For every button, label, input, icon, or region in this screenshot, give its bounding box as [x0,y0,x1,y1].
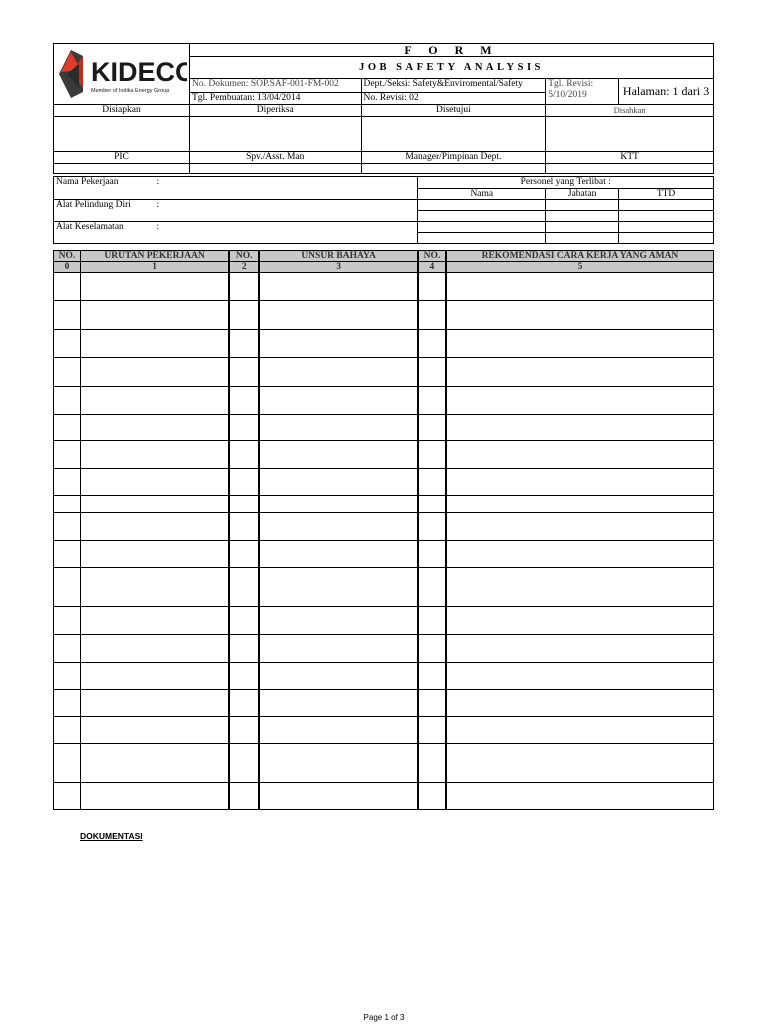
table-cell[interactable] [80,441,229,469]
table-cell[interactable] [54,607,81,635]
table-cell[interactable] [80,541,229,568]
role-manager: Manager/Pimpinan Dept. [361,152,546,164]
svg-text:KIDECO: KIDECO [91,57,188,87]
table-cell[interactable] [418,273,446,301]
table-cell[interactable] [54,301,81,330]
table-cell[interactable] [418,663,446,690]
table-cell[interactable] [259,415,418,441]
table-row [54,744,714,783]
table-cell[interactable] [446,273,714,301]
table-cell[interactable] [54,469,81,496]
col-header-rekomendasi: REKOMENDASI CARA KERJA YANG AMAN [446,251,714,262]
jsa-title: JOB SAFETY ANALYSIS [189,57,713,79]
table-cell[interactable] [229,330,259,358]
col-header-urutan: URUTAN PEKERJAAN [80,251,229,262]
table-cell[interactable] [418,744,446,783]
table-cell[interactable] [418,635,446,663]
table-row [54,358,714,387]
table-cell[interactable] [259,330,418,358]
table-cell[interactable] [54,744,81,783]
personnel-cell[interactable] [546,233,619,244]
personnel-cell[interactable] [418,222,546,233]
table-cell[interactable] [418,568,446,607]
signature-box[interactable] [546,117,714,152]
personnel-cell[interactable] [546,222,619,233]
table-row [54,663,714,690]
personnel-cell[interactable] [546,200,619,211]
approval-disiapkan: Disiapkan [54,105,190,117]
table-cell[interactable] [229,607,259,635]
table-cell[interactable] [418,301,446,330]
table-cell[interactable] [80,469,229,496]
role-ktt: KTT [546,152,714,164]
table-cell[interactable] [418,783,446,810]
table-cell[interactable] [54,415,81,441]
table-row [54,441,714,469]
col-number: 2 [229,262,259,273]
personnel-col-nama: Nama [418,189,546,200]
table-cell[interactable] [259,301,418,330]
table-row [54,717,714,744]
table-cell[interactable] [446,469,714,496]
table-cell[interactable] [418,607,446,635]
table-cell[interactable] [80,607,229,635]
form-title: F O R M [189,44,713,57]
table-row [54,690,714,717]
col-header-no: NO. [229,251,259,262]
table-cell[interactable] [259,273,418,301]
table-cell[interactable] [229,496,259,513]
table-cell[interactable] [229,469,259,496]
table-row [54,496,714,513]
table-cell[interactable] [80,663,229,690]
personnel-cell[interactable] [619,200,714,211]
revision-date: Tgl. Revisi: 5/10/2019 [546,79,619,105]
table-cell[interactable] [446,513,714,541]
table-cell[interactable] [80,358,229,387]
doc-number: No. Dokumen: SOP.SAF-001-FM-002 [189,79,361,93]
personnel-cell[interactable] [546,211,619,222]
name-box[interactable] [189,164,361,174]
svg-text:Member of Indika Energy Group: Member of Indika Energy Group [91,88,170,94]
documentation-label: DOKUMENTASI [80,831,143,841]
table-cell[interactable] [259,690,418,717]
table-cell[interactable] [446,607,714,635]
table-cell[interactable] [259,783,418,810]
table-cell[interactable] [446,415,714,441]
kideco-logo [55,44,187,100]
table-cell[interactable] [54,358,81,387]
table-cell[interactable] [259,387,418,415]
table-cell[interactable] [54,568,81,607]
ppe-field[interactable]: Alat Pelindung Diri : [54,200,418,222]
personnel-title: Personel yang Terlibat : [418,177,714,189]
creation-date: Tgl. Pembuatan: 13/04/2014 [189,93,361,105]
table-cell[interactable] [446,663,714,690]
table-cell[interactable] [418,330,446,358]
page-indicator: Halaman: 1 dari 3 [619,79,714,105]
table-cell[interactable] [259,469,418,496]
table-cell[interactable] [229,301,259,330]
table-row [54,568,714,607]
col-header-unsur-bahaya: UNSUR BAHAYA [259,251,418,262]
col-header-no: NO. [54,251,81,262]
page-number: Page 1 of 3 [363,1013,405,1022]
table-row [54,387,714,415]
col-number: 5 [446,262,714,273]
job-info-section [53,176,714,244]
table-cell[interactable] [80,513,229,541]
table-cell[interactable] [80,301,229,330]
table-cell[interactable] [446,541,714,568]
table-row [54,635,714,663]
revision-number: No. Revisi: 02 [361,93,546,105]
table-cell[interactable] [418,496,446,513]
approval-disahkan: Disahkan [546,105,714,117]
table-cell[interactable] [229,513,259,541]
table-cell[interactable] [229,690,259,717]
table-cell[interactable] [418,441,446,469]
table-cell[interactable] [54,273,81,301]
table-cell[interactable] [418,690,446,717]
table-row [54,415,714,441]
table-cell[interactable] [446,744,714,783]
table-cell[interactable] [446,330,714,358]
table-cell[interactable] [80,635,229,663]
table-cell[interactable] [229,744,259,783]
table-cell[interactable] [54,783,81,810]
table-cell[interactable] [418,387,446,415]
table-cell[interactable] [229,415,259,441]
personnel-cell[interactable] [418,211,546,222]
approval-diperiksa: Diperiksa [189,105,361,117]
table-cell[interactable] [80,690,229,717]
table-row [54,607,714,635]
table-cell[interactable] [446,635,714,663]
table-cell[interactable] [446,387,714,415]
table-cell[interactable] [54,663,81,690]
table-cell[interactable] [446,358,714,387]
personnel-cell[interactable] [418,233,546,244]
table-cell[interactable] [54,541,81,568]
job-name-field[interactable]: Nama Pekerjaan : [54,177,418,200]
table-cell[interactable] [418,717,446,744]
table-cell[interactable] [80,717,229,744]
role-spv: Spv./Asst. Man [189,152,361,164]
table-cell[interactable] [418,469,446,496]
personnel-cell[interactable] [418,200,546,211]
table-cell[interactable] [446,496,714,513]
role-pic: PIC [54,152,190,164]
table-cell[interactable] [446,717,714,744]
table-cell[interactable] [229,358,259,387]
table-row [54,273,714,301]
col-number: 3 [259,262,418,273]
table-cell[interactable] [80,415,229,441]
table-cell[interactable] [229,717,259,744]
table-cell[interactable] [80,273,229,301]
table-cell[interactable] [229,441,259,469]
table-cell[interactable] [259,541,418,568]
table-cell[interactable] [54,441,81,469]
document-header [53,43,714,174]
table-cell[interactable] [446,783,714,810]
safety-equipment-field[interactable]: Alat Keselamatan : [54,222,418,244]
table-row [54,469,714,496]
table-cell[interactable] [80,783,229,810]
signature-box[interactable] [361,117,546,152]
name-box[interactable] [546,164,714,174]
table-cell[interactable] [418,415,446,441]
personnel-col-ttd: TTD [619,189,714,200]
table-cell[interactable] [80,496,229,513]
table-cell[interactable] [446,441,714,469]
table-cell[interactable] [259,717,418,744]
personnel-cell[interactable] [619,222,714,233]
table-cell[interactable] [259,635,418,663]
table-cell[interactable] [229,273,259,301]
table-cell[interactable] [418,541,446,568]
table-cell[interactable] [259,441,418,469]
department: Dept./Seksi: Safety&Enviromental/Safety [361,79,546,93]
col-number: 4 [418,262,446,273]
table-cell[interactable] [259,496,418,513]
table-row [54,783,714,810]
name-box[interactable] [361,164,546,174]
table-cell[interactable] [259,607,418,635]
personnel-col-jabatan: Jabatan [546,189,619,200]
personnel-cell[interactable] [619,233,714,244]
table-cell[interactable] [80,568,229,607]
table-cell[interactable] [54,496,81,513]
table-cell[interactable] [80,387,229,415]
table-cell[interactable] [54,330,81,358]
table-cell[interactable] [54,635,81,663]
table-cell[interactable] [80,744,229,783]
table-row [54,513,714,541]
col-number: 1 [80,262,229,273]
approval-disetujui: Disetujui [361,105,546,117]
table-cell[interactable] [446,301,714,330]
table-cell[interactable] [54,717,81,744]
table-row [54,330,714,358]
col-number: 0 [54,262,81,273]
signature-box[interactable] [54,117,190,152]
jsa-table [53,250,714,810]
col-header-no: NO. [418,251,446,262]
table-cell[interactable] [229,783,259,810]
table-cell[interactable] [54,387,81,415]
table-cell[interactable] [229,541,259,568]
table-row [54,541,714,568]
table-cell[interactable] [54,690,81,717]
table-cell[interactable] [80,330,229,358]
name-box[interactable] [54,164,190,174]
table-cell[interactable] [259,358,418,387]
table-cell[interactable] [229,568,259,607]
table-cell[interactable] [229,663,259,690]
logo-cell [54,44,190,105]
table-cell[interactable] [259,663,418,690]
table-cell[interactable] [54,513,81,541]
table-cell[interactable] [446,690,714,717]
table-cell[interactable] [259,568,418,607]
table-cell[interactable] [418,358,446,387]
table-cell[interactable] [229,635,259,663]
table-cell[interactable] [259,513,418,541]
table-row [54,301,714,330]
table-cell[interactable] [446,568,714,607]
personnel-cell[interactable] [619,211,714,222]
signature-box[interactable] [189,117,361,152]
table-cell[interactable] [259,744,418,783]
table-cell[interactable] [229,387,259,415]
table-cell[interactable] [418,513,446,541]
